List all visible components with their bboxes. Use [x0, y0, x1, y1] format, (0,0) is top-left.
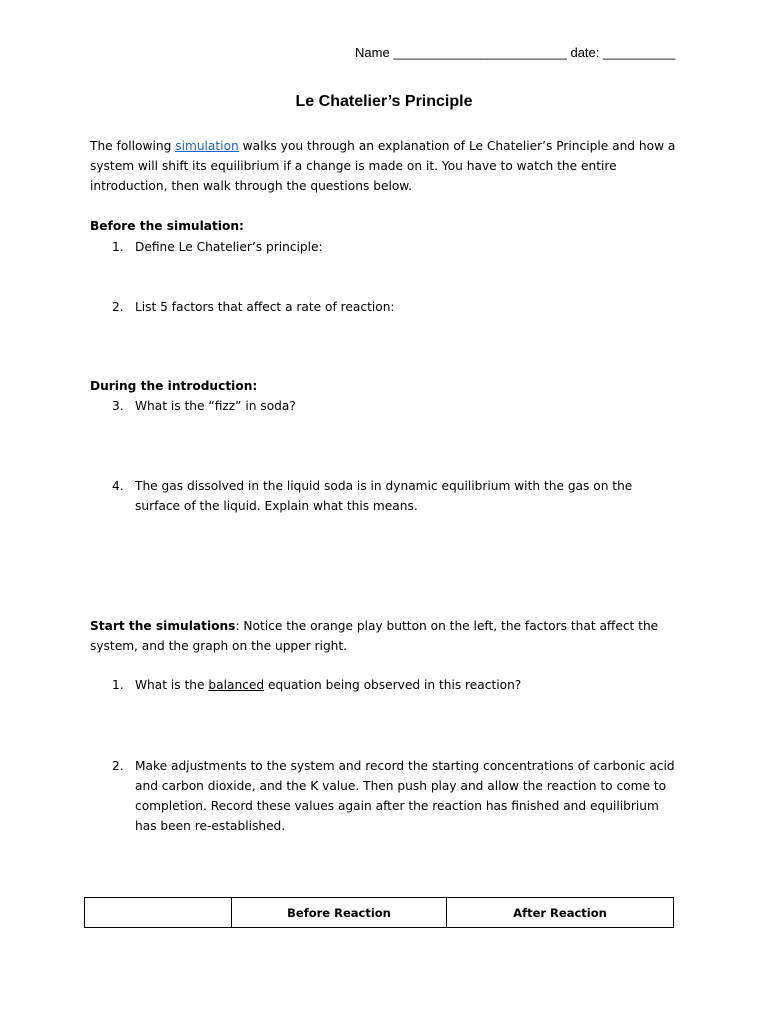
question-text: Make adjustments to the system and record the starting concentrations of carbonic acid and carbon dioxide, and the K value. Then push play and allow the reaction to come to completion. Record these values again after the reaction has finished and equilibrium has been re-established.	[135, 759, 675, 833]
table-header-after: After Reaction	[447, 898, 674, 928]
start-simulations-heading: Start the simulations	[90, 619, 236, 633]
question-text-part: What is the	[135, 678, 209, 692]
during-introduction-heading: During the introduction:	[90, 379, 258, 393]
name-blank[interactable]: ________________________	[393, 45, 567, 60]
question-number: 2.	[112, 300, 124, 314]
question-text: The gas dissolved in the liquid soda is in dynamic equilibrium with the gas on the surface of the liquid. Explain what this means.	[135, 479, 633, 513]
question-number: 1.	[112, 240, 124, 254]
question-number: 2.	[112, 759, 124, 773]
name-label: Name	[355, 45, 390, 60]
intro-after-link: walks you through an explanation of Le Chatelier’s Principle and how a system will shift its equilibrium if a change is made on it. You have to watch the entire introduction, then walk through the questions below.	[90, 139, 676, 193]
table-header-before: Before Reaction	[232, 898, 447, 928]
table-row	[85, 898, 674, 928]
intro-before-link: The following	[90, 139, 176, 153]
question-text	[135, 675, 680, 695]
date-blank[interactable]: __________	[603, 45, 676, 60]
question-text: List 5 factors that affect a rate of reaction:	[135, 300, 395, 314]
before-simulation-heading: Before the simulation:	[90, 219, 244, 233]
question-number: 1.	[112, 678, 124, 692]
question-text: Define Le Chatelier’s principle:	[135, 240, 323, 254]
simulation-link[interactable]: simulation	[175, 139, 239, 153]
question-number: 4.	[112, 479, 124, 493]
name-date-line	[355, 45, 675, 60]
table-header-blank[interactable]	[85, 898, 232, 928]
question-text-part: equation being observed in this reaction?	[264, 678, 522, 692]
values-table	[84, 897, 674, 928]
page-title: Le Chatelier’s Principle	[295, 93, 473, 110]
date-label: date:	[570, 45, 600, 60]
start-simulations-paragraph	[90, 616, 680, 656]
start-simulations-text: : Notice the orange play button on the left, the factors that affect the system, and the graph on the upper right.	[90, 619, 659, 653]
underlined-word: balanced	[208, 678, 265, 692]
intro-paragraph	[90, 136, 680, 196]
question-text: What is the “fizz” in soda?	[135, 399, 296, 413]
question-number: 3.	[112, 399, 124, 413]
